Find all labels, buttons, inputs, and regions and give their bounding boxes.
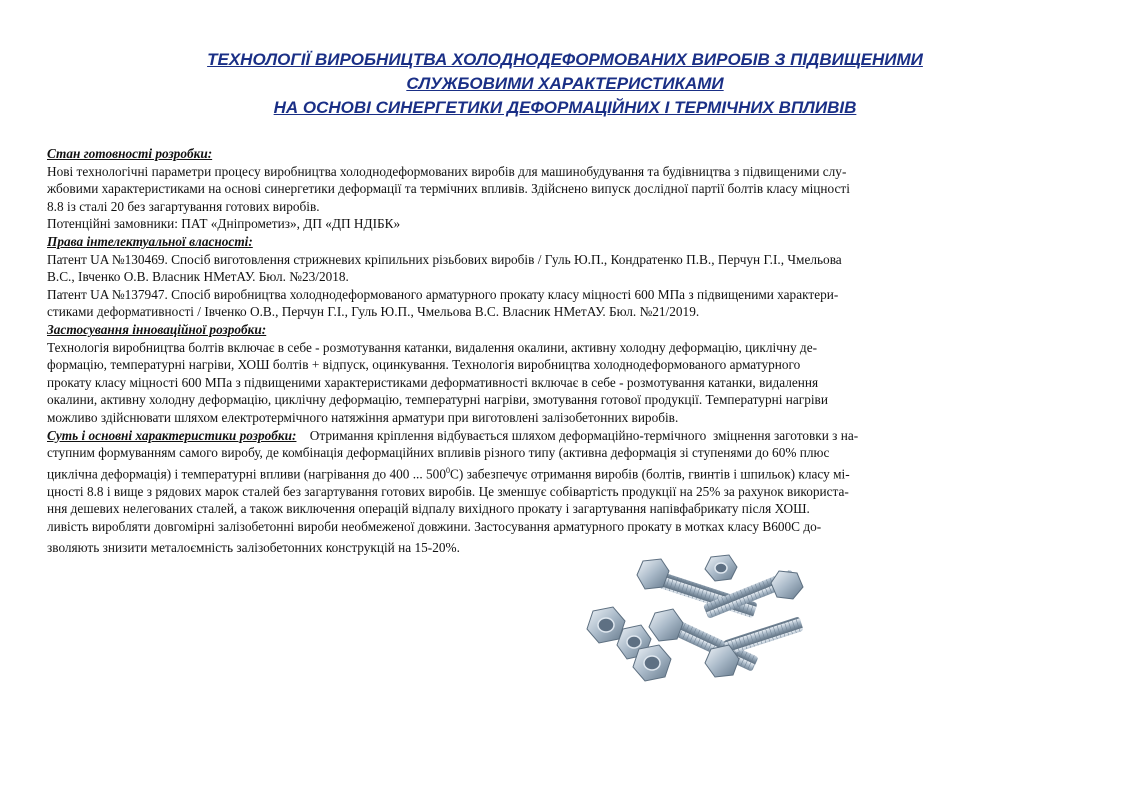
application-line: можливо здійснювати шляхом електротермічного натяжіння арматури при виготовлені залізобетонних виробів. bbox=[47, 409, 679, 425]
degree-superscript: 0 bbox=[445, 465, 450, 475]
essence-line-tail: С) забезпечує отримання виробів (болтів, гвинтів і шпильок) класу мі- bbox=[449, 466, 850, 482]
customers-line: Потенційні замовники: ПАТ «Дніпрометиз», ДП «ДП НДІБК» bbox=[47, 216, 401, 232]
application-heading: Застосування інноваційної розробки: bbox=[47, 321, 267, 337]
bolts-and-nuts-photo bbox=[583, 553, 813, 693]
application-line: формацію, температурні нагріви, ХОШ болтів + відпуск, оцинкування. Технологія виробництва холоднодеформованого арматурного bbox=[47, 357, 801, 373]
readiness-line: 8.8 із сталі 20 без загартування готових виробів. bbox=[47, 198, 320, 214]
bolt-shape bbox=[637, 559, 758, 618]
title-line-3: НА ОСНОВІ СИНЕРГЕТИКИ ДЕФОРМАЦІЙНИХ І ТЕРМІЧНИХ ВПЛИВІВ bbox=[273, 98, 857, 117]
essence-line: зволяють знизити металоємність залізобетонних конструкцій на 15-20%. bbox=[47, 540, 460, 556]
essence-line-head: циклічна деформація) і температурні впливи (нагрівання до 400 ... 500 bbox=[47, 466, 446, 482]
section-application bbox=[47, 321, 1080, 427]
bolt-shape bbox=[705, 616, 804, 677]
document-title bbox=[70, 48, 1060, 120]
readiness-heading: Стан готовності розробки: bbox=[47, 146, 213, 161]
patent-line: стиками деформативності / Івченко О.В., Перчун Г.І., Гуль Ю.П., Чмельова В.С. Власник НМетАУ. Бюл. №21/2019. bbox=[47, 304, 700, 320]
application-line: прокату класу міцності 600 МПа з підвищеними характеристиками деформативності включає в себе - розмотування катанки, видалення bbox=[47, 374, 819, 390]
readiness-line: жбовими характеристиками на основі синергетики деформації та термічних впливів. Здійснено випуск дослідної партії болтів класу міцності bbox=[47, 181, 850, 197]
essence-line: цності 8.8 і вище з рядових марок сталей без загартування готових виробів. Це зменшує собівартість продукції на 25% за рахунок використа- bbox=[47, 483, 849, 499]
essence-heading: Суть і основні характеристики розробки: bbox=[47, 427, 297, 443]
section-ip bbox=[47, 233, 1080, 321]
essence-line: ння дешевих нелегованих сталей, а також виключення операцій відпалу вихідного прокату і загартування напівфабрикату після ХОШ. bbox=[47, 501, 810, 517]
nut-shape bbox=[705, 555, 737, 581]
ip-heading: Права інтелектуальної власності: bbox=[47, 233, 253, 249]
essence-line: ливість виробляти довгомірні залізобетонні вироби необмеженої довжини. Застосування арматурного прокату в мотках класу В600С до- bbox=[47, 518, 822, 534]
nut-shape bbox=[633, 645, 671, 681]
essence-text: Отримання кріплення відбувається шляхом деформаційно-термічного зміцнення заготовки з на- bbox=[296, 427, 859, 443]
patent-line: Патент UA №130469. Спосіб виготовлення стрижневих кріпильних різьбових виробів / Гуль Ю.П., Кондратенко П.В., Перчун Г.І., Чмельова bbox=[47, 251, 842, 267]
essence-line: ступним формуванням самого виробу, де комбінація деформаційних впливів різного типу (активна деформація зі ступенями до 60% плюс bbox=[47, 445, 830, 461]
readiness-line: Нові технологічні параметри процесу виробництва холоднодеформованих виробів для машинобудування та будівництва з підвищеними слу- bbox=[47, 163, 847, 179]
patent-line: Патент UA №137947. Спосіб виробництва холоднодеформованого арматурного прокату класу міцності 600 МПа з підвищеними характери- bbox=[47, 286, 839, 302]
section-readiness bbox=[47, 145, 1080, 233]
application-line: окалини, активну холодну деформацію, циклічну деформацію, температурні нагріви, змотування готової продукції. Температурні нагріви bbox=[47, 392, 828, 408]
patent-line: В.С., Івченко О.В. Власник НМетАУ. Бюл. №23/2018. bbox=[47, 269, 349, 285]
title-line-2: СЛУЖБОВИМИ ХАРАКТЕРИСТИКАМИ bbox=[406, 74, 724, 93]
application-line: Технологія виробництва болтів включає в себе - розмотування катанки, видалення окалини, активну холодну деформацію, циклічну де- bbox=[47, 339, 818, 355]
title-line-1: ТЕХНОЛОГІЇ ВИРОБНИЦТВА ХОЛОДНОДЕФОРМОВАНИХ ВИРОБІВ З ПІДВИЩЕНИМИ bbox=[207, 50, 923, 69]
section-essence bbox=[47, 427, 1080, 558]
document-body bbox=[47, 145, 1080, 557]
essence-line bbox=[47, 462, 1080, 483]
essence-first-line bbox=[47, 427, 1080, 445]
